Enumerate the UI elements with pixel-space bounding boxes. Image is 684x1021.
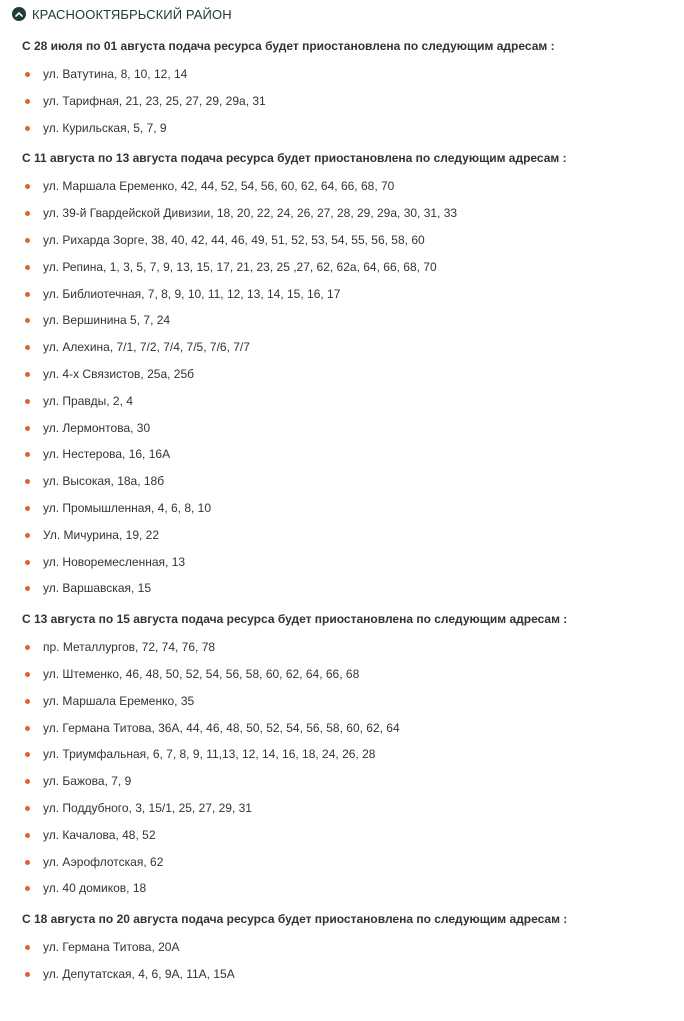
address-item: ул. Маршала Еременко, 35: [22, 688, 672, 715]
bullet-icon: [25, 699, 30, 704]
address-item: ул. Германа Титова, 36А, 44, 46, 48, 50, 52, 54, 56, 58, 60, 62, 64: [22, 715, 672, 742]
chevron-up-icon[interactable]: [12, 7, 26, 21]
bullet-icon: [25, 886, 30, 891]
outage-schedule: [22, 33, 672, 992]
address-item: ул. Ватутина, 8, 10, 12, 14: [22, 61, 672, 88]
bullet-icon: [25, 833, 30, 838]
bullet-icon: [25, 972, 30, 977]
section-heading: С 11 августа по 13 августа подача ресурса будет приостановлена по следующим адресам :: [22, 151, 567, 166]
section-heading: С 13 августа по 15 августа подача ресурса будет приостановлена по следующим адресам :: [22, 612, 568, 627]
address-item: пр. Металлургов, 72, 74, 76, 78: [22, 634, 672, 661]
bullet-icon: [25, 399, 30, 404]
address-item: ул. Аэрофлотская, 62: [22, 849, 672, 876]
address-item: ул. Библиотечная, 7, 8, 9, 10, 11, 12, 13, 14, 15, 16, 17: [22, 281, 672, 308]
address-item: ул. Маршала Еременко, 42, 44, 52, 54, 56, 60, 62, 64, 66, 68, 70: [22, 173, 672, 200]
bullet-icon: [25, 318, 30, 323]
bullet-icon: [25, 372, 30, 377]
schedule-section: [22, 606, 672, 902]
bullet-icon: [25, 184, 30, 189]
bullet-icon: [25, 533, 30, 538]
address-item: ул. Промышленная, 4, 6, 8, 10: [22, 495, 672, 522]
bullet-icon: [25, 292, 30, 297]
address-item: ул. Высокая, 18а, 18б: [22, 468, 672, 495]
bullet-icon: [25, 238, 30, 243]
address-item: ул. Лермонтова, 30: [22, 415, 672, 442]
address-item: ул. Триумфальная, 6, 7, 8, 9, 11,13, 12, 14, 16, 18, 24, 26, 28: [22, 741, 672, 768]
schedule-section: [22, 906, 672, 988]
address-item: ул. 39-й Гвардейской Дивизии, 18, 20, 22, 24, 26, 27, 28, 29, 29а, 30, 31, 33: [22, 200, 672, 227]
address-list: [22, 173, 672, 602]
bullet-icon: [25, 345, 30, 350]
bullet-icon: [25, 752, 30, 757]
bullet-icon: [25, 265, 30, 270]
bullet-icon: [25, 945, 30, 950]
address-item: ул. 40 домиков, 18: [22, 875, 672, 902]
bullet-icon: [25, 452, 30, 457]
address-item: ул. Алехина, 7/1, 7/2, 7/4, 7/5, 7/6, 7/7: [22, 334, 672, 361]
bullet-icon: [25, 779, 30, 784]
bullet-icon: [25, 586, 30, 591]
bullet-icon: [25, 806, 30, 811]
address-item: ул. Тарифная, 21, 23, 25, 27, 29, 29а, 31: [22, 88, 672, 115]
address-item: ул. Штеменко, 46, 48, 50, 52, 54, 56, 58, 60, 62, 64, 66, 68: [22, 661, 672, 688]
address-item: ул. Бажова, 7, 9: [22, 768, 672, 795]
bullet-icon: [25, 506, 30, 511]
bullet-icon: [25, 211, 30, 216]
address-list: [22, 934, 672, 988]
address-item: ул. Качалова, 48, 52: [22, 822, 672, 849]
bullet-icon: [25, 672, 30, 677]
bullet-icon: [25, 72, 30, 77]
address-item: ул. Германа Титова, 20А: [22, 934, 672, 961]
address-item: ул. Правды, 2, 4: [22, 388, 672, 415]
address-item: ул. Варшавская, 15: [22, 575, 672, 602]
address-item: Ул. Мичурина, 19, 22: [22, 522, 672, 549]
bullet-icon: [25, 645, 30, 650]
bullet-icon: [25, 99, 30, 104]
section-heading: С 28 июля по 01 августа подача ресурса будет приостановлена по следующим адресам :: [22, 39, 555, 53]
schedule-section: [22, 145, 672, 602]
address-item: ул. Депутатская, 4, 6, 9А, 11А, 15А: [22, 961, 672, 988]
address-item: ул. Репина, 1, 3, 5, 7, 9, 13, 15, 17, 21, 23, 25 ,27, 62, 62а, 64, 66, 68, 70: [22, 254, 672, 281]
address-item: ул. Поддубного, 3, 15/1, 25, 27, 29, 31: [22, 795, 672, 822]
address-list: [22, 634, 672, 902]
bullet-icon: [25, 860, 30, 865]
address-item: ул. Новоремесленная, 13: [22, 549, 672, 576]
bullet-icon: [25, 126, 30, 131]
schedule-section: [22, 33, 672, 141]
bullet-icon: [25, 479, 30, 484]
address-item: ул. Рихарда Зорге, 38, 40, 42, 44, 46, 49, 51, 52, 53, 54, 55, 56, 58, 60: [22, 227, 672, 254]
address-item: ул. Курильская, 5, 7, 9: [22, 115, 672, 142]
address-item: ул. Вершинина 5, 7, 24: [22, 307, 672, 334]
district-accordion-toggle[interactable]: [12, 5, 232, 23]
section-heading: С 18 августа по 20 августа подача ресурса будет приостановлена по следующим адресам :: [22, 912, 568, 927]
bullet-icon: [25, 426, 30, 431]
address-item: ул. 4-х Связистов, 25а, 25б: [22, 361, 672, 388]
address-list: [22, 61, 672, 141]
bullet-icon: [25, 726, 30, 731]
address-item: ул. Нестерова, 16, 16А: [22, 441, 672, 468]
district-title[interactable]: КРАСНООКТЯБРЬСКИЙ РАЙОН: [32, 6, 232, 22]
bullet-icon: [25, 560, 30, 565]
